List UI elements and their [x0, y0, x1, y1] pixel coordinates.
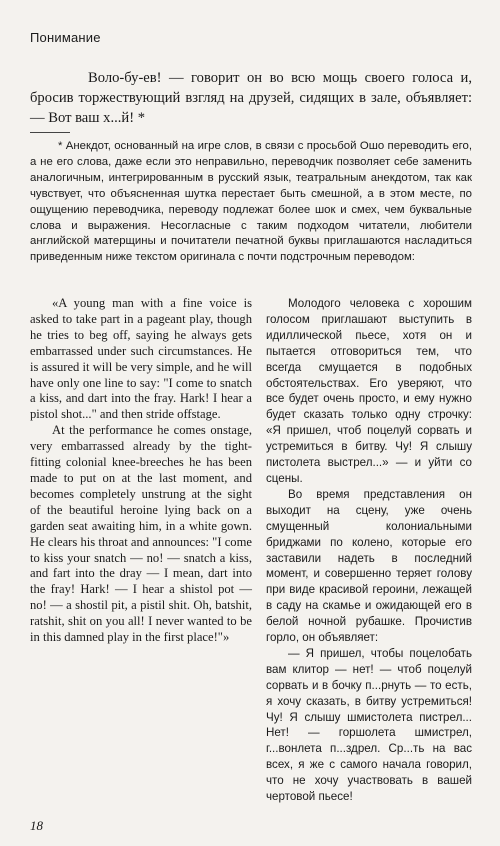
- russian-paragraph: Молодого человека с хорошим голосом приглашают выступить в идиллической пьесе, хотя он и пытается отговориться тем, что всегда смущается в подобных обстоятельствах. Его уверяют, что все будет очень просто, и ему нужно будет сказать только одну строчку: «Я пришел, чтоб поцелуй сорвать и устремиться в битву. Чу! Я слышу пистолета выстрел...» — и уйти со сцены.: [266, 297, 472, 485]
- russian-paragraph: — Я пришел, чтобы поцелобать вам клитор — нет! — чтоб поцелуй сорвать и в бочку п...рнуть — то есть, я хочу сказать, в битву устремиться! Чу! Я слышу шмистолета пистрел... Нет! — горшолета шмистрел, г...вонлета п...здрел. Ср...ть на вас всех, я же с самого начала говорил, что не хочу участвовать в вашей чертовой пьесе!: [266, 646, 472, 804]
- footnote: * Анекдот, основанный на игре слов, в связи с просьбой Ошо переводить его, а не его слова, даже если это неправильно, переводчик позволяет себе заменить аналогичным, интегрированным в русский язык, театральным анекдотом, так как чувствует, что объясненная шутка перестает быть смешной, а в этом месте, по ощущению переводчика, переводу подлежат более шок и смех, чем буквальные слова и выражения. Несогласные с таким подходом читатели, любители английской матерщины и почитатели печатной буквы приглашаются насладиться приведенным ниже текстом оригинала с почти подстрочным переводом:: [30, 140, 472, 264]
- english-paragraph: «A young man with a fine voice is asked to take part in a pageant play, though he tries to beg off, saying he always gets embarrassed under such circumstances. He is assured it will be very simple, and he will have only one line to say: "I come to snatch a kiss, and dart into the fray. Hark! I hear a pistol shot..." and then stride offstage.: [30, 296, 252, 422]
- russian-translation-column: [266, 296, 472, 805]
- main-text: Воло-бу-ев! — говорит он во всю мощь своего голоса и, бросив торжествующий взгляд на друзей, сидящих в зале, объявляет: — Вот ваш х...й! *: [30, 70, 472, 126]
- english-paragraph: At the performance he comes onstage, very embarrassed already by the tight-fitting colonial knee-breeches he has been made to put on at the last moment, and becomes completely unstrung at the sight of the beautiful heroine lying back on a garden seat awaiting him, in a white gown. He clears his throat and announces: "I come to kiss your snatch — no! — snatch a kiss, and fart into the dray — I mean, dart into the fray! Hark! — I hear a shistol pot — no! — a shostil pit, a pistil shit. Oh, batshit, ratshit, shit on you all! I never wanted to be in this damned play in the first place!"»: [30, 423, 252, 645]
- page-number: 18: [30, 818, 43, 833]
- running-head: Понимание: [30, 30, 101, 45]
- russian-paragraph: Во время представления он выходит на сцену, уже очень смущенный колониальными бриджами по колено, которые его заставили надеть в последний момент, и совершенно теряет голову при виде красивой героини, лежащей в саду на скамье и ожидающей его в белой ночной рубашке. Прочистив горло, он объявляет:: [266, 487, 472, 645]
- footnote-divider: [30, 132, 70, 133]
- english-original-column: [30, 296, 252, 646]
